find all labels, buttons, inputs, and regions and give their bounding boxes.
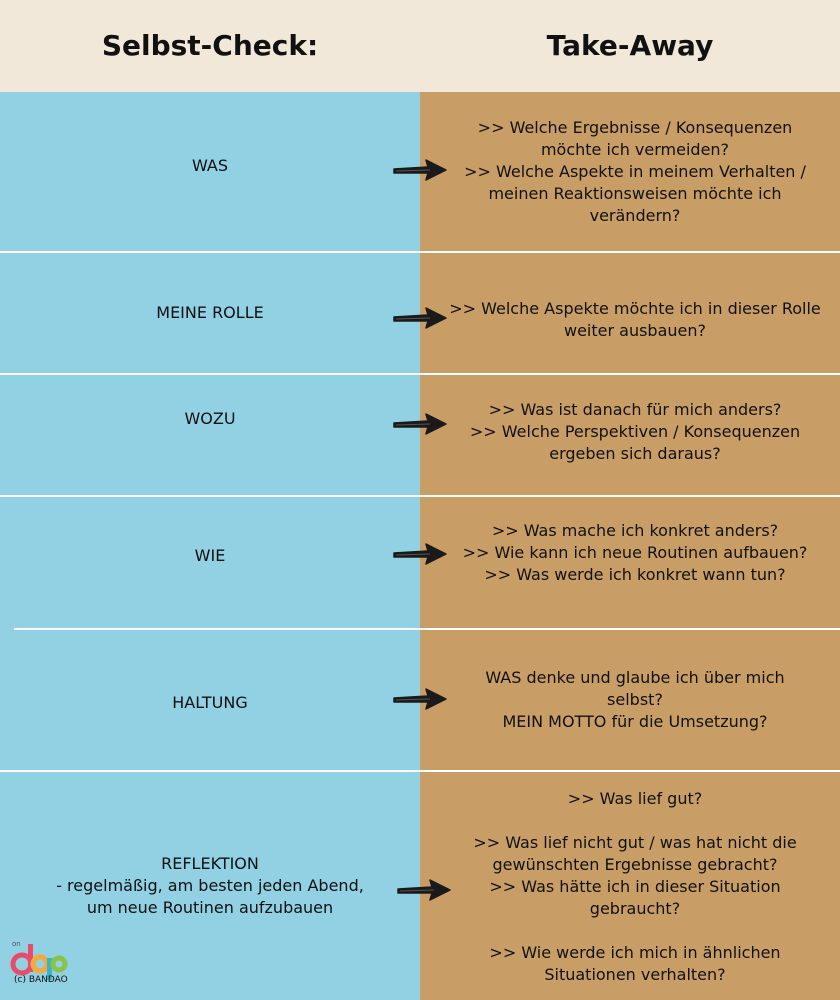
row-divider: [14, 628, 840, 630]
arrow-icon: [392, 304, 448, 332]
logo-small-text: on: [12, 940, 21, 948]
row-label-reflektion: REFLEKTION - regelmäßig, am besten jeden Abend, um neue Routinen aufzubauen: [56, 854, 364, 917]
selbst-check-title: Selbst-Check:: [101, 29, 319, 62]
take-away-title: Take-Away: [546, 29, 714, 62]
row-label-meine-rolle: MEINE ROLLE: [156, 303, 264, 322]
row-divider: [0, 251, 840, 253]
row-divider: [0, 770, 840, 772]
row-text-reflektion: >> Was lief gut? >> Was lief nicht gut / was hat nicht die gewünschten Ergebnisse gebracht? >> Was hätte ich in dieser Situation gebraucht? >> Wie werde ich mich in ähnlichen Situationen verhalten?: [473, 789, 797, 984]
row-label-haltung: HALTUNG: [172, 693, 248, 712]
row-label-wozu: WOZU: [184, 409, 236, 428]
row-label-was: WAS: [191, 156, 229, 175]
copyright: (c) BANDAO: [14, 975, 68, 985]
arrow-icon: [392, 540, 448, 568]
arrow-icon: [396, 876, 452, 904]
arrow-icon: [392, 410, 448, 438]
row-divider: [0, 495, 840, 497]
row-text-haltung: WAS denke und glaube ich über mich selbst? MEIN MOTTO für die Umsetzung?: [485, 668, 785, 731]
row-text-wozu: >> Was ist danach für mich anders? >> Welche Perspektiven / Konsequenzen ergeben sich daraus?: [469, 400, 801, 463]
arrow-icon: [392, 685, 448, 713]
header: [0, 0, 840, 92]
row-text-was: >> Welche Ergebnisse / Konsequenzen möchte ich vermeiden? >> Welche Aspekte in meinem Verhalten / meinen Reaktionsweisen möchte ich verändern?: [464, 118, 806, 225]
row-text-meine-rolle: >> Welche Aspekte möchte ich in dieser Rolle weiter ausbauen?: [449, 299, 821, 340]
arrow-icon: [392, 156, 448, 184]
row-divider: [0, 373, 840, 375]
row-label-wie: WIE: [194, 546, 226, 565]
row-text-wie: >> Was mache ich konkret anders? >> Wie kann ich neue Routinen aufbauen? >> Was werde ich konkret wann tun?: [462, 521, 808, 584]
